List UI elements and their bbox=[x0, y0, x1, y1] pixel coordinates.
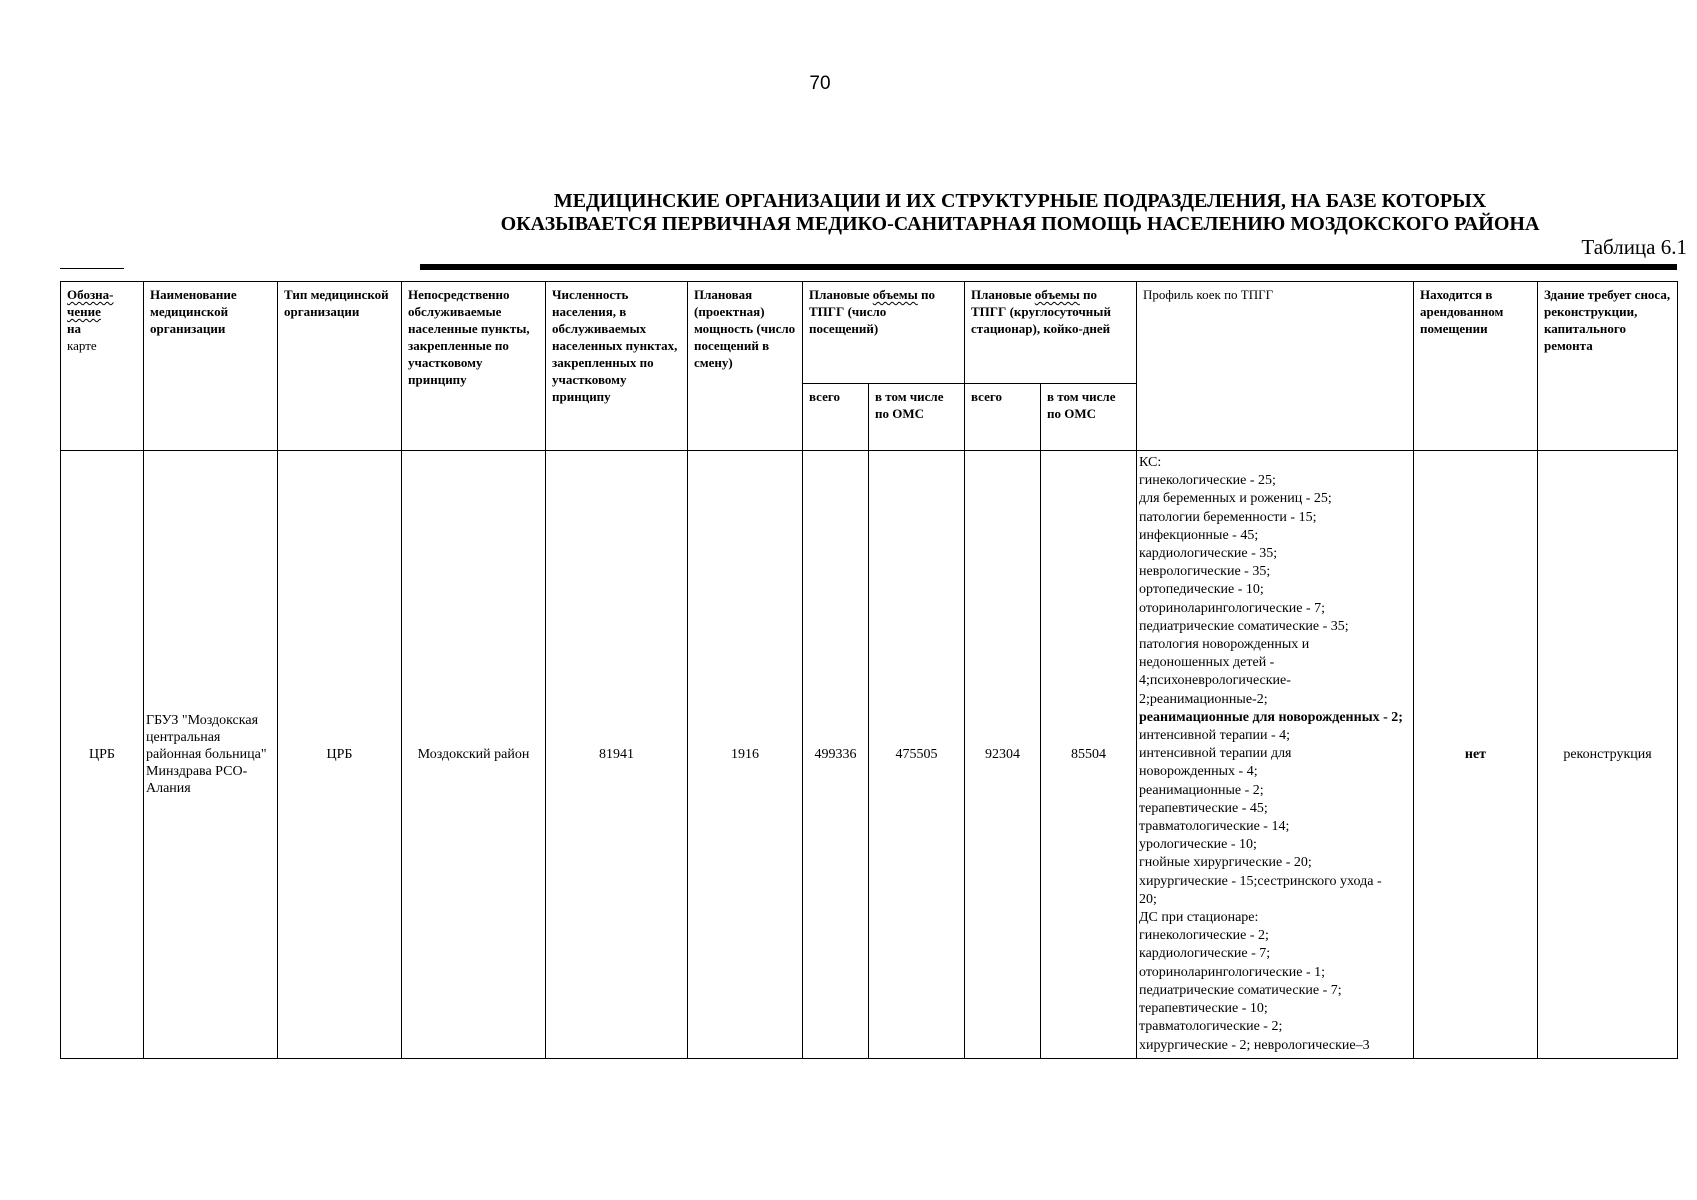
document-title bbox=[400, 190, 1640, 236]
profile-line: ортопедические - 10; bbox=[1139, 582, 1264, 598]
table-label: Таблица 6.1 bbox=[1581, 235, 1687, 259]
header-org-name-text: Наименование медицинской организации bbox=[150, 287, 237, 336]
profile-line: интенсивной терапии - 4; bbox=[1139, 728, 1290, 744]
header-org-name bbox=[144, 282, 278, 451]
profile-line: интенсивной терапии для bbox=[1139, 746, 1292, 762]
table-row bbox=[61, 451, 1678, 1059]
profile-line: гнойные хирургические - 20; bbox=[1139, 855, 1312, 871]
profile-line: для беременных и рожениц - 25; bbox=[1139, 491, 1332, 507]
profile-line: оториноларингологические - 1; bbox=[1139, 964, 1326, 980]
profile-line: гинекологические - 25; bbox=[1139, 473, 1276, 489]
profile-line: педиатрические соматические - 35; bbox=[1139, 618, 1349, 634]
profile-line: терапевтические - 10; bbox=[1139, 1001, 1268, 1017]
profile-line: травматологические - 2; bbox=[1139, 1019, 1283, 1035]
header-settlements-text: Непосредственно обслуживаемые населенные пункты, закрепленные по участковому принципу bbox=[408, 287, 530, 387]
profile-line: патология новорожденных и bbox=[1139, 637, 1310, 653]
profile-line: кардиологические - 35; bbox=[1139, 546, 1278, 562]
header-building bbox=[1538, 282, 1678, 451]
header-visits-part-1: Плановые bbox=[809, 287, 873, 302]
header-beddays-group bbox=[965, 282, 1137, 384]
header-rented-text: Находится в арендованном помещении bbox=[1420, 287, 1504, 336]
header-visits-oms: в том числе по ОМС bbox=[869, 384, 965, 451]
profile-line: неврологические - 35; bbox=[1139, 564, 1271, 580]
profile-line: 4;психоневрологические- bbox=[1139, 673, 1291, 689]
header-bed-profile-text: Профиль коек по ТПГГ bbox=[1143, 287, 1274, 302]
header-capacity bbox=[688, 282, 803, 451]
header-row-main bbox=[61, 282, 1678, 384]
profile-line: 2;реанимационные-2; bbox=[1139, 691, 1268, 707]
cell-capacity: 1916 bbox=[688, 451, 803, 1059]
cell-settlements: Моздокский район bbox=[402, 451, 546, 1059]
header-beddays-oms: в том числе по ОМС bbox=[1041, 384, 1137, 451]
cell-bed-profile bbox=[1137, 451, 1414, 1059]
header-population-text: Численность населения, в обслуживаемых населенных пунктах, закрепленных по участковому принципу bbox=[552, 287, 678, 404]
header-org-type bbox=[278, 282, 402, 451]
profile-line: педиатрические соматические - 7; bbox=[1139, 982, 1342, 998]
cell-beddays-oms: 85504 bbox=[1041, 451, 1137, 1059]
header-rented bbox=[1414, 282, 1538, 451]
cell-building: реконструкция bbox=[1538, 451, 1678, 1059]
medical-organizations-table bbox=[60, 281, 1678, 1059]
thick-rule bbox=[420, 264, 1677, 270]
header-visits-part-3: по ТПГГ (число посещений) bbox=[809, 287, 936, 336]
thin-rule bbox=[60, 268, 124, 269]
header-beddays-part-1: Плановые bbox=[971, 287, 1035, 302]
title-line-1: МЕДИЦИНСКИЕ ОРГАНИЗАЦИИ И ИХ СТРУКТУРНЫЕ ПОДРАЗДЕЛЕНИЯ, НА БАЗЕ КОТОРЫХ bbox=[553, 190, 1487, 212]
header-settlements bbox=[402, 282, 546, 451]
profile-line: реанимационные - 2; bbox=[1139, 782, 1264, 798]
profile-line: урологические - 10; bbox=[1139, 837, 1257, 853]
cell-designation: ЦРБ bbox=[61, 451, 144, 1059]
profile-line: кардиологические - 7; bbox=[1139, 946, 1271, 962]
cell-org-name: ГБУЗ "Моздокская центральная районная больница" Минздрава РСО-Алания bbox=[144, 451, 278, 1059]
header-beddays-part-2: объемы bbox=[1034, 287, 1080, 302]
cell-rented: нет bbox=[1414, 451, 1538, 1059]
profile-line: патологии беременности - 15; bbox=[1139, 509, 1317, 525]
header-designation-line-4: карте bbox=[67, 338, 97, 353]
header-designation-line-1: Обозна- bbox=[67, 287, 114, 302]
title-line-2: ОКАЗЫВАЕТСЯ ПЕРВИЧНАЯ МЕДИКО-САНИТАРНАЯ ПОМОЩЬ НАСЕЛЕНИЮ МОЗДОКСКОГО РАЙОНА bbox=[500, 213, 1540, 235]
cell-visits-oms: 475505 bbox=[869, 451, 965, 1059]
cell-org-type: ЦРБ bbox=[278, 451, 402, 1059]
profile-line: 20; bbox=[1139, 891, 1157, 907]
header-org-type-text: Тип медицинской организации bbox=[284, 287, 389, 319]
header-visits-total: всего bbox=[803, 384, 869, 451]
header-visits-part-2: объемы bbox=[872, 287, 918, 302]
profile-line: реанимационные для новорожденных - 2; bbox=[1139, 709, 1403, 725]
profile-line: недоношенных детей - bbox=[1139, 655, 1275, 671]
cell-population: 81941 bbox=[546, 451, 688, 1059]
header-beddays-total: всего bbox=[965, 384, 1041, 451]
header-bed-profile bbox=[1137, 282, 1414, 451]
profile-line: травматологические - 14; bbox=[1139, 819, 1290, 835]
profile-line: терапевтические - 45; bbox=[1139, 800, 1268, 816]
cell-visits-total: 499336 bbox=[803, 451, 869, 1059]
header-building-text: Здание требует сноса, реконструкции, капитального ремонта bbox=[1544, 287, 1671, 353]
header-designation-line-3: на bbox=[67, 321, 81, 336]
profile-line: ДС при стационаре: bbox=[1139, 910, 1259, 926]
header-designation bbox=[61, 282, 144, 451]
profile-line: хирургические - 15;сестринского ухода - bbox=[1139, 873, 1382, 889]
cell-beddays-total: 92304 bbox=[965, 451, 1041, 1059]
header-population bbox=[546, 282, 688, 451]
profile-line: инфекционные - 45; bbox=[1139, 527, 1259, 543]
header-beddays-part-3: по ТПГГ (круглосуточный стационар), койко-дней bbox=[971, 287, 1111, 336]
page-number: 70 bbox=[809, 73, 831, 94]
header-designation-line-2: чение bbox=[67, 304, 101, 319]
profile-line: оториноларингологические - 7; bbox=[1139, 600, 1326, 616]
profile-line: новорожденных - 4; bbox=[1139, 764, 1258, 780]
header-visits-group bbox=[803, 282, 965, 384]
profile-line: КС: bbox=[1139, 455, 1162, 470]
profile-line: гинекологические - 2; bbox=[1139, 928, 1269, 944]
profile-line: хирургические - 2; неврологические–3 bbox=[1139, 1037, 1370, 1053]
header-capacity-text: Плановая (проектная) мощность (число посещений в смену) bbox=[694, 287, 796, 370]
